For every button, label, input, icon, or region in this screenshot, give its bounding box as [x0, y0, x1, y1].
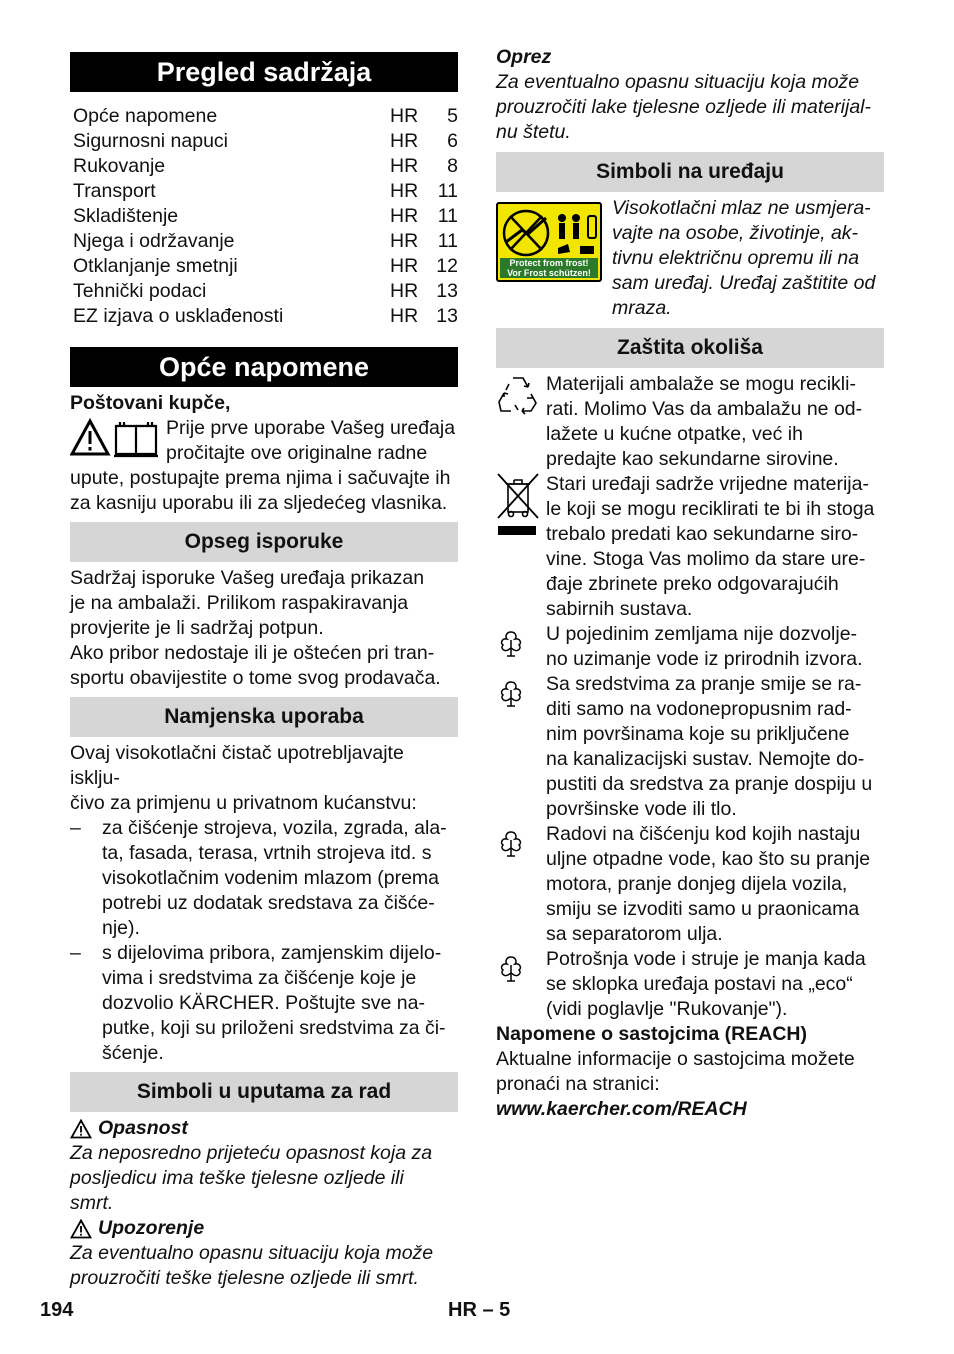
weee-line: Stari uređaji sadrže vrijedne materija-: [546, 473, 869, 495]
environment-tree-icon: [496, 822, 546, 947]
frost-label: [500, 258, 598, 278]
recycle-line: lažete u kućne otpatke, već ih: [546, 423, 803, 445]
warning-title: Upozorenje: [98, 1217, 205, 1239]
intro-line-2: pročitajte ove originalne radne: [166, 442, 428, 464]
danger-block: [70, 1116, 458, 1216]
caution-title: Oprez: [496, 46, 552, 68]
greeting: Poštovani kupče,: [70, 392, 231, 414]
toc-code: HR: [390, 305, 419, 327]
list-item: [70, 941, 458, 1066]
toc-title: Otklanjanje smetnji: [73, 255, 238, 277]
eco4-line: (vidi poglavlje "Rukovanje").: [546, 998, 788, 1020]
toc-page: 13: [436, 305, 458, 327]
eco4-line: se sklopka uređaja postavi na „eco“: [546, 973, 853, 995]
warning-triangle-icon: [72, 421, 108, 454]
danger-line: posljedicu ima teške tjelesne ozljede ili: [70, 1167, 404, 1189]
weee-line: trebalo predati kao sekundarne siro-: [546, 523, 859, 545]
toc-row[interactable]: [73, 104, 458, 129]
environment-tree-icon: [496, 672, 546, 822]
recycle-row: [496, 372, 884, 472]
use-heading: Namjenska uporaba: [70, 697, 458, 737]
item1-line: ta, fasada, terasa, vrtnih strojeva itd. s: [102, 842, 432, 864]
danger-line: Za neposredno prijeteću opasnost koja za: [70, 1142, 433, 1164]
device-line: tivnu električnu opremu ili na: [612, 247, 860, 269]
toc-row[interactable]: [73, 129, 458, 154]
section-page-label: HR – 5: [448, 1299, 511, 1321]
device-symbol-row: [496, 196, 884, 321]
toc-page: 6: [447, 130, 458, 152]
toc-row[interactable]: [73, 154, 458, 179]
danger-title: Opasnost: [98, 1117, 188, 1139]
weee-line: sabirnih sustava.: [546, 598, 693, 620]
item1-line: za čišćenje strojeva, vozila, zgrada, ala-: [102, 817, 447, 839]
device-line: vajte na osobe, životinje, ak-: [612, 222, 859, 244]
toc-row[interactable]: [73, 304, 458, 329]
toc-title: Opće napomene: [73, 105, 218, 127]
toc-page: 5: [447, 105, 458, 127]
scope-heading: Opseg isporuke: [70, 522, 458, 562]
intro-line-1: Prije prve uporabe Vašeg uređaja: [166, 417, 456, 439]
recycle-line: predajte kao sekundarne sirovine.: [546, 448, 839, 470]
eco2-line: Sa sredstvima za pranje smije se ra-: [546, 673, 862, 695]
toc-code: HR: [390, 180, 419, 202]
toc-code: HR: [390, 280, 419, 302]
eco3-line: Radovi na čišćenju kod kojih nastaju: [546, 823, 861, 845]
toc-row[interactable]: [73, 204, 458, 229]
danger-line: smrt.: [70, 1192, 114, 1214]
reach-block: [496, 1022, 884, 1122]
toc-title: Transport: [73, 180, 156, 202]
warning-line: Za eventualno opasnu situaciju koja može: [70, 1242, 434, 1264]
intro-line-3: upute, postupajte prema njima i sačuvajte ih: [70, 467, 451, 489]
caution-line: prouzročiti lake tjelesne ozljede ili materijal-: [496, 96, 871, 118]
toc-page: 12: [436, 255, 458, 277]
use-line-1: Ovaj visokotlačni čistač upotrebljavajte isklju-: [70, 742, 404, 789]
toc-row[interactable]: [73, 279, 458, 304]
scope-line-4: Ako pribor nedostaje ili je oštećen pri tran-: [70, 642, 435, 664]
eco-row-4: [496, 947, 884, 1022]
toc-page: 11: [437, 230, 458, 252]
scope-text: [70, 566, 458, 691]
item2-line: s dijelovima pribora, zamjenskim dijelo-: [102, 942, 442, 964]
eco-row-2: [496, 672, 884, 822]
item2-line: šćenje.: [102, 1042, 164, 1064]
item1-line: potrebi uz dodatak sredstava za čišće-: [102, 892, 435, 914]
warning-triangle-icon: [70, 1219, 92, 1239]
reach-heading: Napomene o sastojcima (REACH): [496, 1023, 807, 1045]
list-item: [70, 816, 458, 941]
general-heading: Opće napomene: [70, 347, 458, 387]
symbols-manual-heading: Simboli u uputama za rad: [70, 1072, 458, 1112]
toc-title: Njega i održavanje: [73, 230, 235, 252]
read-manual-icons: [70, 416, 166, 466]
right-column: [496, 45, 884, 1122]
toc-code: HR: [390, 230, 419, 252]
eco1-line: no uzimanje vode iz prirodnih izvora.: [546, 648, 863, 670]
toc-page: 11: [437, 180, 458, 202]
scope-line-3: provjerite je li sadržaj potpun.: [70, 617, 324, 639]
toc-page: 8: [447, 155, 458, 177]
eco4-line: Potrošnja vode i struje je manja kada: [546, 948, 866, 970]
reach-line: pronaći na stranici:: [496, 1073, 660, 1095]
use-text: [70, 741, 458, 1066]
item2-line: dozvolio KÄRCHER. Poštujte sve na-: [102, 992, 425, 1014]
eco2-line: nim površinama koje su priključene: [546, 723, 850, 745]
recycle-line: Materijali ambalaže se mogu recikli-: [546, 373, 856, 395]
warning-line: prouzročiti teške tjelesne ozljede ili smrt.: [70, 1267, 419, 1289]
frost-label-line-1: Protect from frost!: [509, 258, 589, 268]
scope-line-1: Sadržaj isporuke Vašeg uređaja prikazan: [70, 567, 425, 589]
frost-label-line-2: Vor Frost schützen!: [507, 268, 591, 278]
toc-code: HR: [390, 130, 419, 152]
toc-code: HR: [390, 205, 419, 227]
eco-row-1: [496, 622, 884, 672]
eco3-line: smiju se izvoditi samo u praonicama: [546, 898, 860, 920]
toc-page: 13: [436, 280, 458, 302]
eco2-line: pustiti da sredstva za pranje dospiju u: [546, 773, 873, 795]
crossed-bin-icon: [496, 472, 546, 622]
eco1-line: U pojedinim zemljama nije dozvolje-: [546, 623, 858, 645]
environment-heading: Zaštita okoliša: [496, 328, 884, 368]
no-spray-icon: [498, 204, 600, 262]
caution-line: nu štetu.: [496, 121, 571, 143]
reach-line: Aktualne informacije o sastojcima možete: [496, 1048, 855, 1070]
page-number: 194: [40, 1299, 74, 1321]
toc-page: 11: [437, 205, 458, 227]
toc-code: HR: [390, 155, 419, 177]
toc-heading: Pregled sadržaja: [70, 52, 458, 92]
environment-tree-icon: [496, 947, 546, 1022]
item2-line: putke, koji su priloženi sredstvima za či-: [102, 1017, 446, 1039]
toc-title: Rukovanje: [73, 155, 166, 177]
eco2-line: diti samo na vodonepropusnim rad-: [546, 698, 852, 720]
caution-line: Za eventualno opasnu situaciju koja može: [496, 71, 860, 93]
manual-book-icon: [114, 422, 158, 456]
weee-line: vine. Stoga Vas molimo da stare ure-: [546, 548, 866, 570]
device-line: sam uređaj. Uređaj zaštitite od: [612, 272, 876, 294]
weee-line: le koji se mogu reciklirati te bi ih stoga: [546, 498, 875, 520]
reach-url-link[interactable]: www.kaercher.com/REACH: [496, 1098, 747, 1120]
device-line: mraza.: [612, 297, 672, 319]
caution-block: [496, 45, 884, 145]
scope-line-5: sportu obavijestite o tome svog prodavača.: [70, 667, 441, 689]
toc-title: Skladištenje: [73, 205, 179, 227]
recycle-icon: [496, 372, 546, 472]
list-dash: –: [70, 942, 81, 964]
toc-code: HR: [390, 105, 419, 127]
toc-row[interactable]: [73, 254, 458, 279]
toc-title: Tehnički podaci: [73, 280, 207, 302]
symbols-device-heading: Simboli na uređaju: [496, 152, 884, 192]
table-of-contents: [73, 104, 458, 327]
scope-line-2: je na ambalaži. Prilikom raspakiravanja: [70, 592, 409, 614]
item1-line: nje).: [102, 917, 140, 939]
eco3-line: sa separatorom ulja.: [546, 923, 723, 945]
recycle-line: rati. Molimo Vas da ambalažu ne od-: [546, 398, 863, 420]
left-column: [70, 52, 458, 1291]
item1-line: visokotlačnim vodenim mlazom (prema: [102, 867, 440, 889]
warning-block: [70, 1216, 458, 1291]
toc-title: EZ izjava o usklađenosti: [73, 305, 284, 327]
intro-block: [70, 416, 458, 466]
environment-tree-icon: [496, 622, 546, 672]
item2-line: vima i sredstvima za čišćenje koje je: [102, 967, 417, 989]
device-line: Visokotlačni mlaz ne usmjera-: [612, 197, 871, 219]
eco2-line: površinske vode ili tlo.: [546, 798, 737, 820]
eco3-line: uljne otpadne vode, kao što su pranje: [546, 848, 871, 870]
toc-code: HR: [390, 255, 419, 277]
eco3-line: motora, pranje donjeg dijela vozila,: [546, 873, 848, 895]
list-dash: –: [70, 817, 81, 839]
intro-line-4: za kasniju uporabu ili za sljedećeg vlasnika.: [70, 492, 448, 514]
eco-row-3: [496, 822, 884, 947]
weee-line: đaje zbrinete preko odgovarajućih: [546, 573, 839, 595]
eco2-line: na kanalizacijski sustav. Nemojte do-: [546, 748, 865, 770]
warning-triangle-icon: [70, 1119, 92, 1139]
weee-row: [496, 472, 884, 622]
toc-title: Sigurnosni napuci: [73, 130, 229, 152]
device-warning-label: [496, 196, 612, 321]
use-line-2: čivo za primjenu u privatnom kućanstvu:: [70, 792, 417, 814]
toc-row[interactable]: [73, 229, 458, 254]
toc-row[interactable]: [73, 179, 458, 204]
